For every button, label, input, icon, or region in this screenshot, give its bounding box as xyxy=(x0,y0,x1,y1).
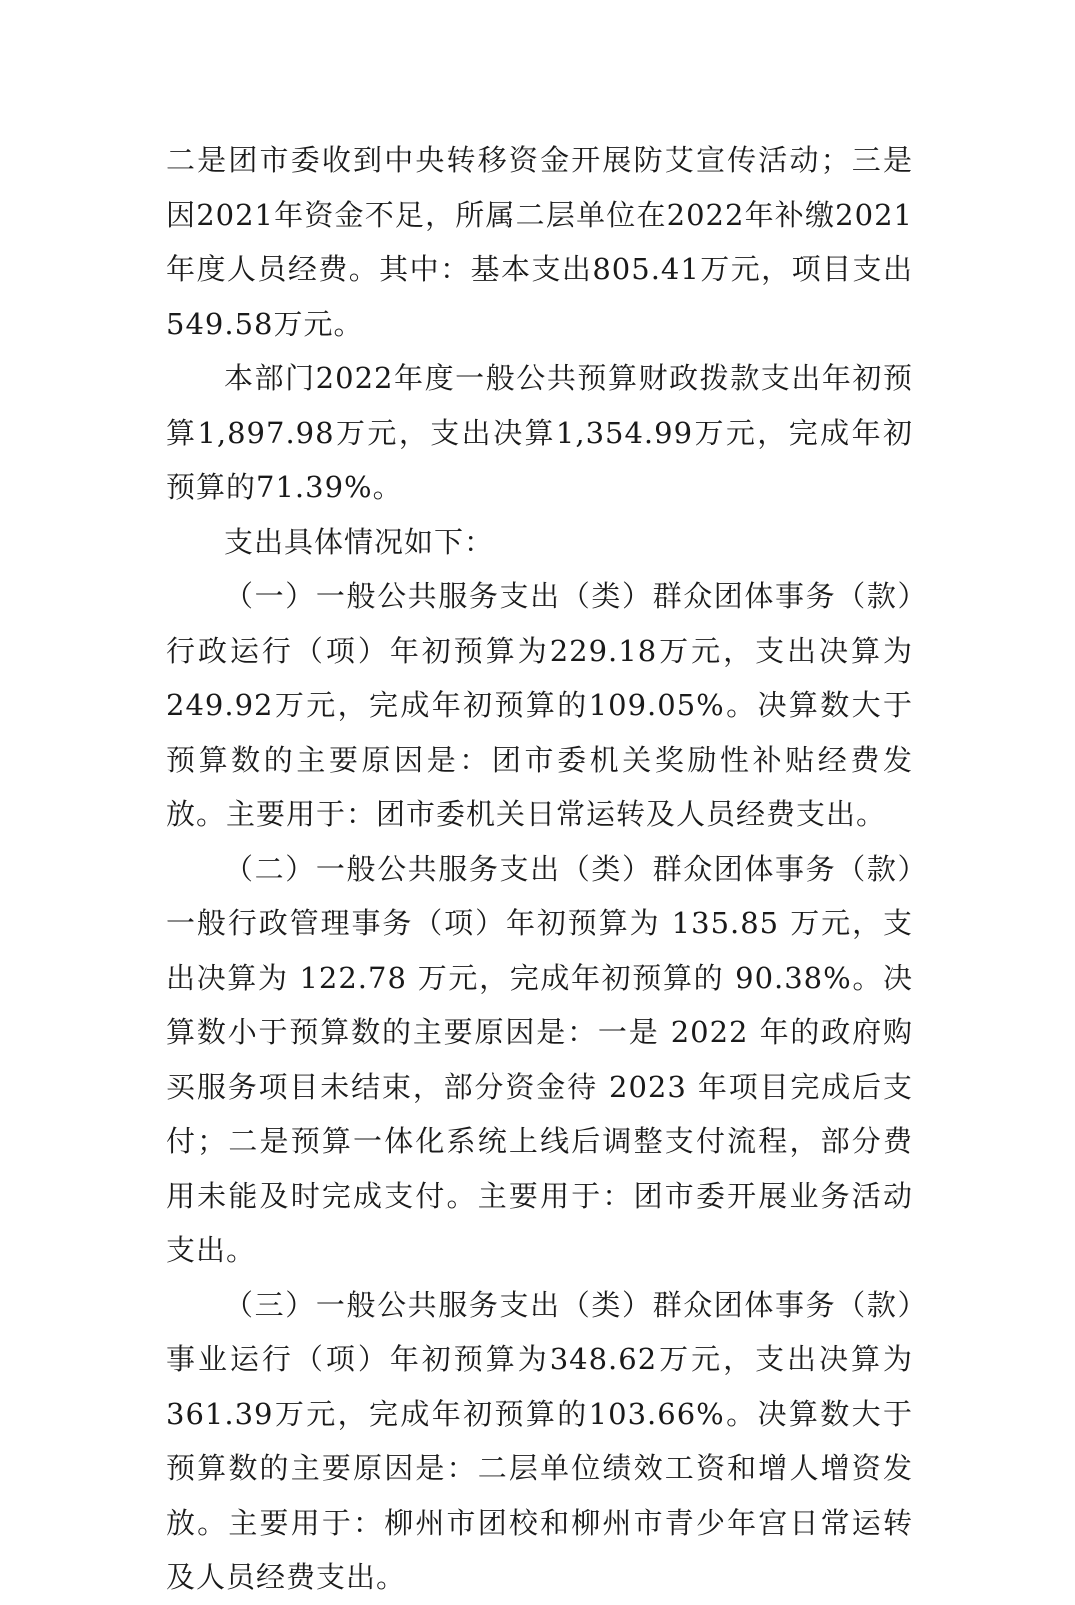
document-body xyxy=(166,133,913,1605)
paragraph-item-1: （一）一般公共服务支出（类）群众团体事务（款）行政运行（项）年初预算为229.18万元，支出决算为249.92万元，完成年初预算的109.05%。决算数大于预算数的主要原因是：团市委机关奖励性补贴经费发放。主要用于：团市委机关日常运转及人员经费支出。 xyxy=(166,579,913,831)
paragraph-budget-summary: 本部门2022年度一般公共预算财政拨款支出年初预算1,897.98万元，支出决算1,354.99万元，完成年初预算的71.39%。 xyxy=(166,361,913,504)
paragraph-intro: 支出具体情况如下： xyxy=(224,524,495,559)
paragraph-item-2: （二）一般公共服务支出（类）群众团体事务（款）一般行政管理事务（项）年初预算为 135.85 万元，支出决算为 122.78 万元，完成年初预算的 90.38%。决算数小于预算数的主要原因是：一是 2022 年的政府购买服务项目未结束，部分资金待 2023 年项目完成后支付；二是预算一体化系统上线后调整支付流程，部分费用未能及时完成支付。主要用于：团市委开展业务活动支出。 xyxy=(166,851,913,1267)
paragraph-continuation: 二是团市委收到中央转移资金开展防艾宣传活动；三是因2021年资金不足，所属二层单位在2022年补缴2021年度人员经费。其中：基本支出805.41万元，项目支出549.58万元。 xyxy=(166,143,913,341)
paragraph-item-3: （三）一般公共服务支出（类）群众团体事务（款）事业运行（项）年初预算为348.62万元，支出决算为361.39万元，完成年初预算的103.66%。决算数大于预算数的主要原因是：二层单位绩效工资和增人增资发放。主要用于：柳州市团校和柳州市青少年宫日常运转及人员经费支出。 xyxy=(166,1287,913,1594)
